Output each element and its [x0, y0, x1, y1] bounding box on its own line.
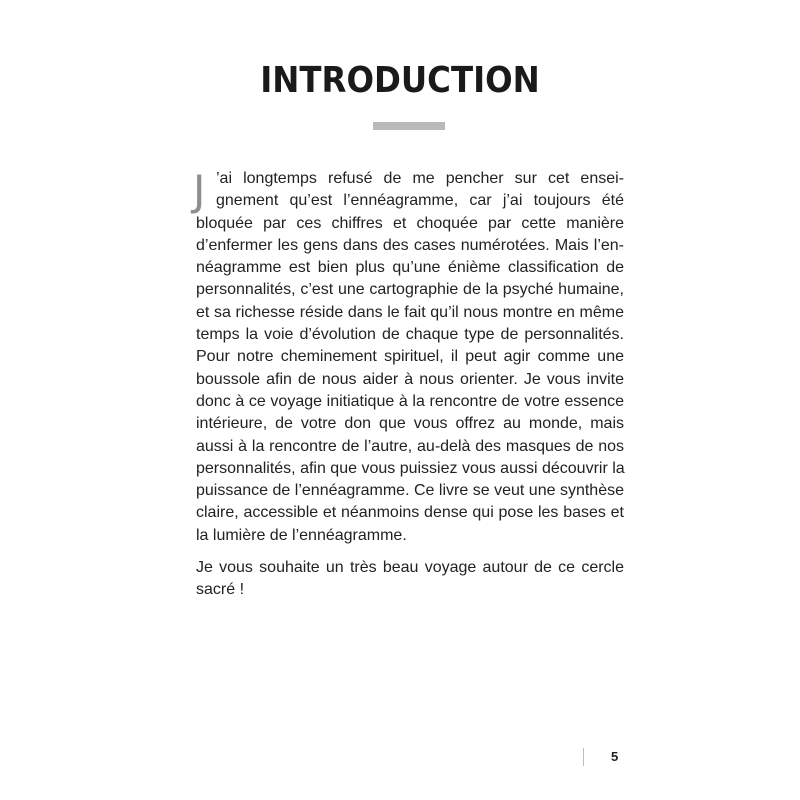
paragraph-line: d’enfermer les gens dans des cases numérotées. Mais l’en-	[196, 236, 624, 254]
title-underline-bar	[373, 122, 445, 130]
paragraph-line: la lumière de l’ennéagramme.	[196, 526, 407, 544]
paragraph-line: puissance de l’ennéagramme. Ce livre se veut une synthèse	[196, 482, 624, 500]
paragraph-line: personnalités, afin que vous puissiez vous aussi découvrir la	[196, 459, 625, 477]
paragraph-line: claire, accessible et néanmoins dense qui pose les bases et	[196, 504, 624, 522]
paragraph-line: temps la voie d’évolution de chaque type de personnalités.	[196, 326, 624, 344]
paragraph-line: boussole afin de nous aider à nous orienter. Je vous invite	[196, 370, 624, 388]
paragraph-line: personnalités, c’est une cartographie de la psyché humaine,	[196, 281, 624, 299]
paragraph-2: Je vous souhaite un très beau voyage autour de ce cercle sacré !	[196, 559, 624, 599]
paragraph-1-text	[196, 168, 624, 547]
paragraph-line: intérieure, de votre don que vous offrez au monde, mais	[196, 415, 624, 433]
paragraph-line: donc à ce voyage initiatique à la rencontre de votre essence	[196, 392, 624, 410]
paragraph-line: néagramme est bien plus qu’une énième classification de	[196, 259, 624, 277]
body-text	[193, 166, 625, 602]
paragraph-line: ’ai longtemps refusé de me pencher sur cet ensei-	[216, 170, 624, 187]
page-title: INTRODUCTION	[260, 60, 540, 101]
paragraph-line: bloquée par ces chiffres et choquée par cette manière	[196, 214, 624, 232]
page-number: 5	[611, 749, 619, 764]
paragraph-line: gnement qu’est l’ennéagramme, car j’ai toujours été	[216, 192, 624, 210]
paragraph-line: et sa richesse réside dans le fait qu’il nous montre en même	[196, 303, 624, 321]
paragraph-line: aussi à la rencontre de l’autre, au-delà des masques de nos	[196, 437, 624, 455]
paragraph-line: Pour notre cheminement spirituel, il peut agir comme une	[196, 348, 624, 366]
paragraph-1	[193, 166, 625, 547]
footer-divider	[583, 748, 584, 766]
drop-cap: J	[193, 166, 206, 215]
